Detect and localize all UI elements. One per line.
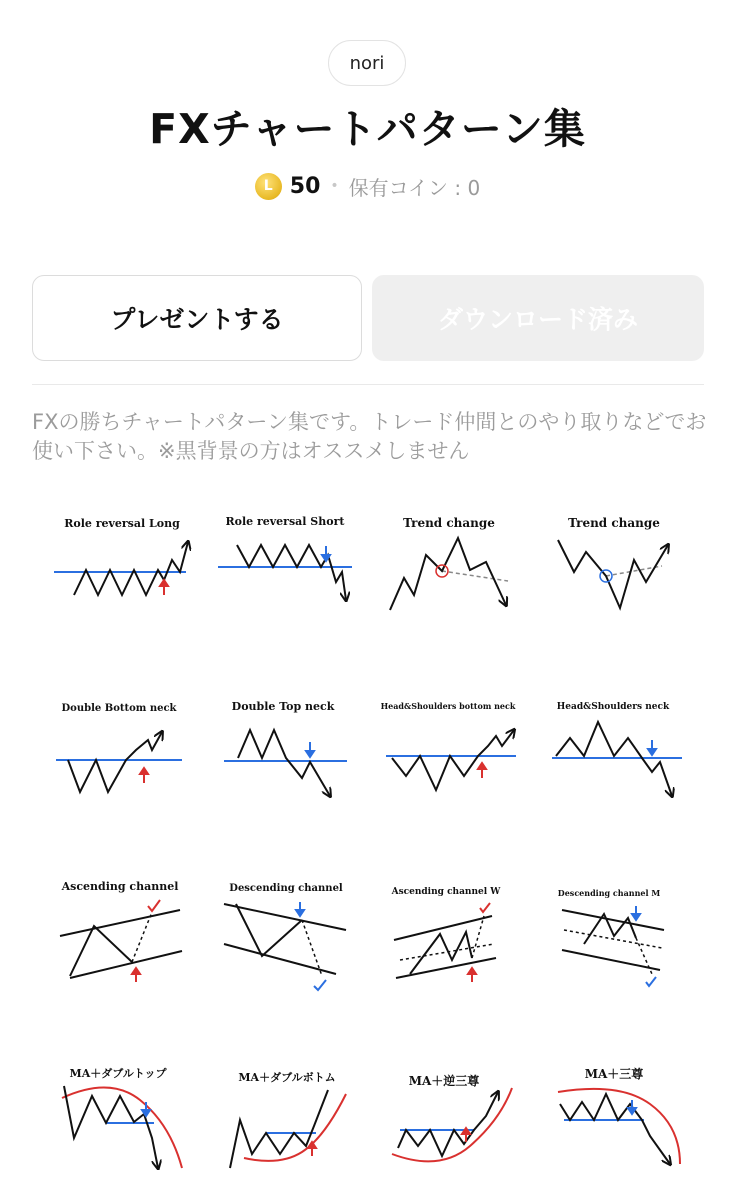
present-button-label: プレゼントする [110,305,284,334]
pattern-trend-change-2 [558,516,668,608]
pattern-ascending-channel [60,880,182,982]
pattern-double-top-neck [224,700,347,796]
pattern-ma-head-shoulders [558,1066,680,1164]
pattern-title: Descending channel M [557,888,661,898]
pattern-image-grid[interactable] [40,500,700,1190]
author-pill[interactable] [328,40,406,86]
pattern-title: MA＋逆三尊 [408,1074,480,1088]
price-amount: 50 [289,173,321,199]
pattern-title: Head&Shoulders neck [556,702,670,712]
price-row [0,170,735,202]
page-title: FXチャートパターン集 [149,105,586,153]
pattern-role-reversal-short [218,515,352,600]
pattern-title: Descending channel [229,883,343,894]
separator-dot: • [330,178,339,194]
pattern-title: Double Bottom neck [61,703,177,714]
pattern-head-shoulders-neck [552,702,682,796]
pattern-title: Head&Shoulders bottom neck [380,701,516,711]
divider [32,384,704,385]
pattern-ascending-channel-w [391,887,502,982]
pattern-title: Trend change [568,516,660,530]
pattern-title: Trend change [403,516,495,530]
pattern-trend-change-1 [390,516,508,610]
pattern-title: Ascending channel W [391,887,501,897]
description-text: FXの勝ちチャートパターン集です。トレード仲間とのやり取りなどでお使い下さい。※黒背景の方はオススメしません [32,410,707,463]
pattern-title: MA＋三尊 [584,1067,644,1081]
pattern-role-reversal-long [54,517,188,595]
pattern-title: Role reversal Short [225,515,345,528]
download-done-button [372,275,704,361]
present-button[interactable] [32,275,362,361]
pattern-ma-double-top [62,1066,182,1168]
author-name[interactable]: nori [349,52,385,74]
pattern-title: Role reversal Long [64,517,180,530]
pattern-ma-inverse-head-shoulders [392,1073,512,1161]
pattern-image[interactable] [40,500,700,1190]
pattern-double-bottom-neck [56,703,182,792]
pattern-head-shoulders-bottom-neck [381,701,516,790]
pattern-descending-channel [224,883,346,990]
pattern-ma-double-bottom [230,1071,346,1168]
coin-icon-letter: L [263,178,273,194]
pattern-title: MA＋ダブルボトム [238,1071,336,1084]
owned-coins-text: 保有コイン : 0 [348,175,481,200]
download-button-label: ダウンロード済み [437,305,638,334]
pattern-descending-channel-m [558,888,664,986]
pattern-title: Ascending channel [61,880,179,893]
pattern-title: MA＋ダブルトップ [69,1067,167,1080]
pattern-title: Double Top neck [231,700,335,713]
coin-icon [255,173,282,200]
